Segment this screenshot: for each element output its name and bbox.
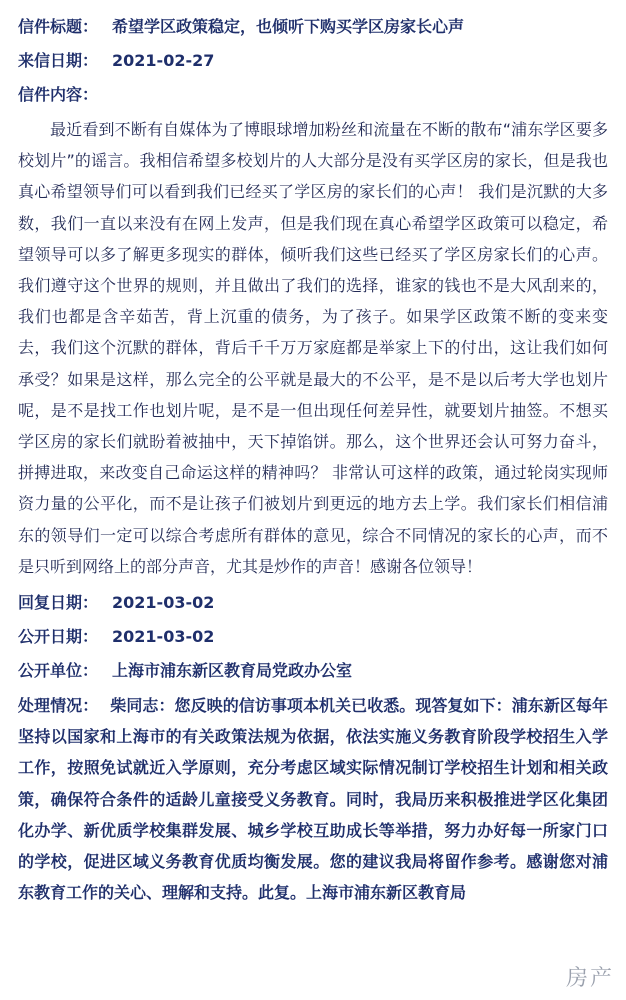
letter-date-label: 来信日期： xyxy=(18,51,99,70)
handling-section xyxy=(18,690,608,908)
letter-content-row xyxy=(18,80,608,110)
letter-title-row xyxy=(18,12,608,42)
watermark: 房产 xyxy=(560,961,620,992)
letter-date-row xyxy=(18,46,608,76)
publish-date-label: 公开日期： xyxy=(18,627,99,647)
reply-date-row xyxy=(18,588,608,618)
letter-date: 2021-02-27 xyxy=(112,51,215,70)
letter-content-label: 信件内容： xyxy=(18,85,99,104)
handling-text: 柴同志：您反映的信访事项本机关已收悉。现答复如下：浦东新区每年坚持以国家和上海市的有关政策法规为依据，依法实施义务教育阶段学校招生入学工作，按照免试就近入学原则，充分考虑区域实际情况制订学校招生计划和相关政策，确保符合条件的适龄儿童接受义务教育。同时，我局历来积极推进学区化集团化办学、新优质学校集群发展、城乡学校互助成长等举措，努力办好每一所家门口的学校，促进区域义务教育优质均衡发展。您的建议我局将留作参考。感谢您对浦东教育工作的关心、理解和支持。此复。上海市浦东新区教育局 xyxy=(18,696,608,903)
publish-unit-row xyxy=(18,656,608,686)
publish-unit: 上海市浦东新区教育局党政办公室 xyxy=(112,661,353,681)
reply-date-label: 回复日期： xyxy=(18,593,99,613)
publish-date: 2021-03-02 xyxy=(112,627,215,647)
publish-unit-label: 公开单位： xyxy=(18,661,99,681)
letter-content: 最近看到不断有自媒体为了博眼球增加粉丝和流量在不断的散布“浦东学区要多校划片”的谣言。我相信希望多校划片的人大部分是没有买学区房的家长，但是我也真心希望领导们可以看到我们已经买了学区房的家长们的心声！ 我们是沉默的大多数，我们一直以来没有在网上发声，但是我们现在真心希望学区政策可以稳定，希望领导可以多了解更多现实的群体，倾听我们这些已经买了学区房家长们的心声。我们遵守这个世界的规则，并且做出了我们的选择，谁家的钱也不是大风刮来的，我们也都是含辛茹苦，背上沉重的债务，为了孩子。如果学区政策不断的变来变去，我们这个沉默的群体，背后千千万万家庭都是举家上下的付出，这让我们如何承受？如果是这样，那么完全的公平就是最大的不公平，是不是以后考大学也划片呢，是不是找工作也划片呢，是不是一但出现任何差异性，就要划片抽签。不想买学区房的家长们就盼着被抽中，天下掉馅饼。那么，这个世界还会认可努力奋斗，拼搏进取，来改变自己命运这样的精神吗？ 非常认可这样的政策，通过轮岗实现师资力量的公平化，而不是让孩子们被划片到更远的地方去上学。我们家长们相信浦东的领导们一定可以综合考虑所有群体的意见，综合不同情况的家长的心声，而不是只听到网络上的部分声音，尤其是炒作的声音！感谢各位领导！ xyxy=(18,120,608,576)
letter-title-label: 信件标题： xyxy=(18,17,99,36)
letter-title: 希望学区政策稳定，也倾听下购买学区房家长心声 xyxy=(112,17,465,36)
publish-date-row xyxy=(18,622,608,652)
reply-date: 2021-03-02 xyxy=(112,593,215,613)
handling-label: 处理情况： xyxy=(18,696,99,716)
